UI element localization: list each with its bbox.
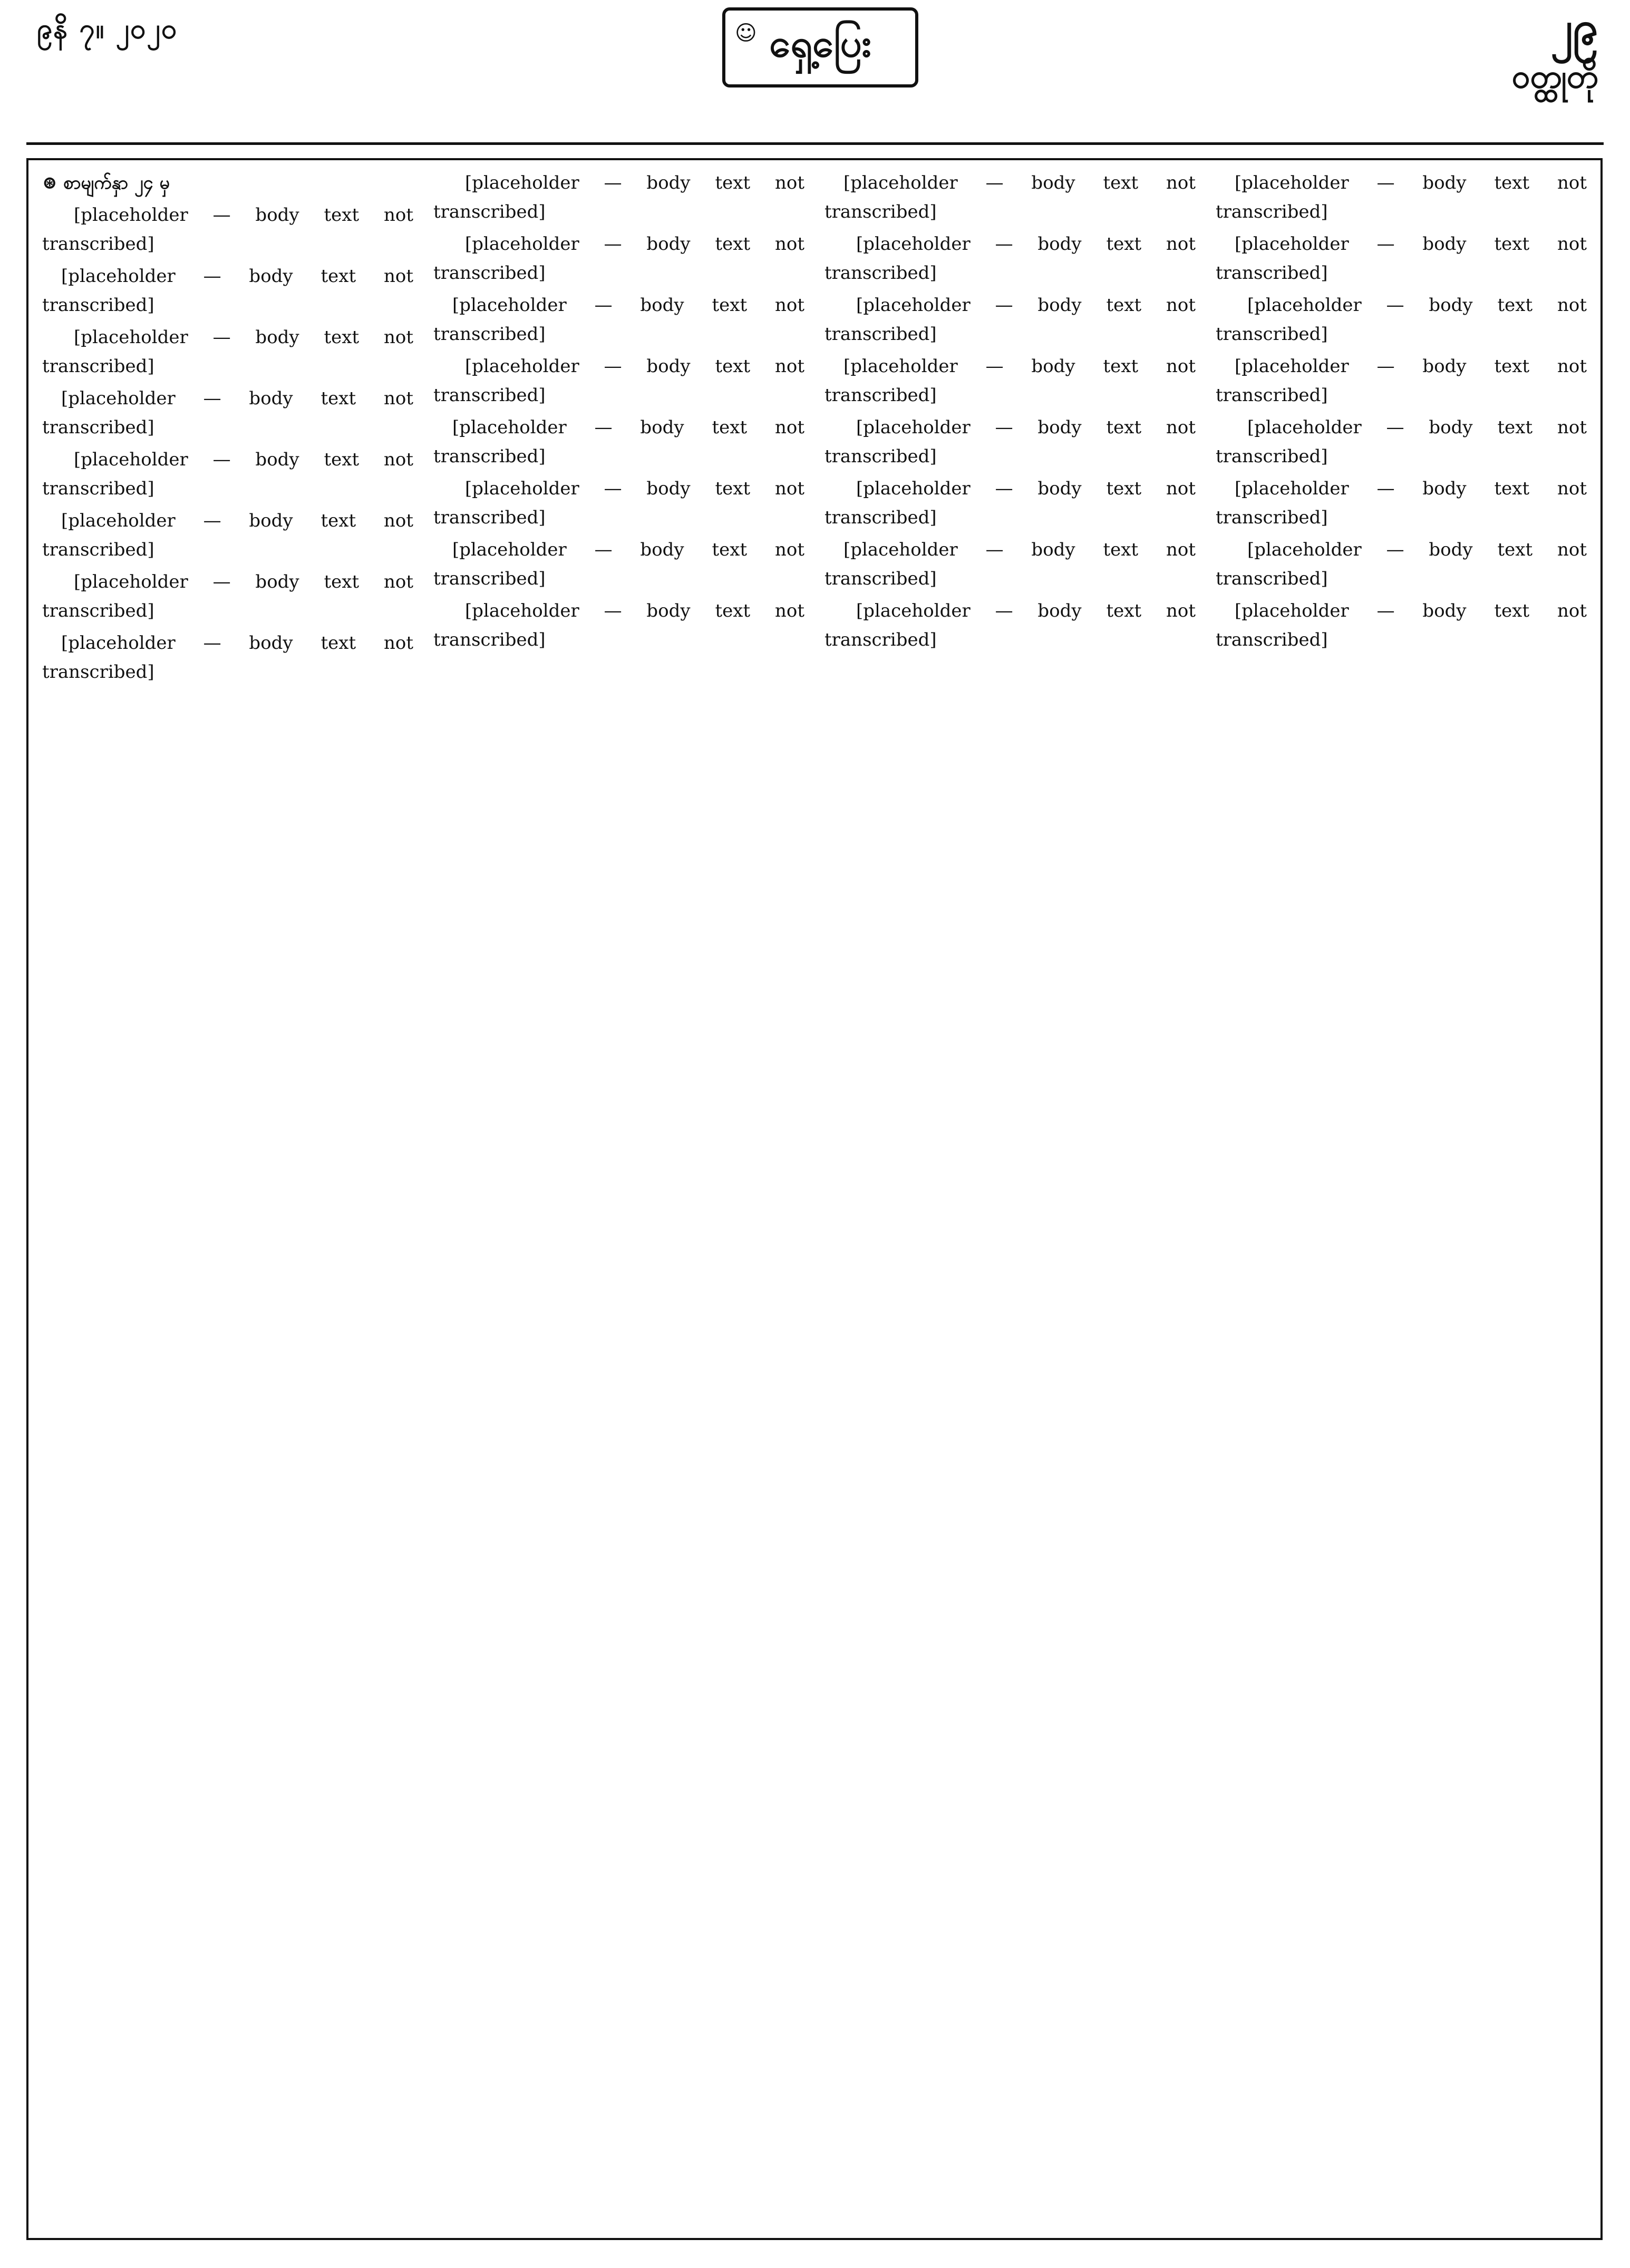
paragraph: [placeholder — body text not transcribed] bbox=[824, 172, 1196, 222]
paragraph: [placeholder — body text not transcribed] bbox=[1216, 295, 1587, 345]
text-column-2 bbox=[433, 169, 804, 2224]
paragraph: [placeholder — body text not transcribed] bbox=[1216, 233, 1587, 284]
paragraph: [placeholder — body text not transcribed] bbox=[824, 417, 1196, 467]
text-column-3 bbox=[824, 169, 1196, 2224]
paragraph: [placeholder — body text not transcribed] bbox=[824, 478, 1196, 528]
paragraph: [placeholder — body text not transcribed] bbox=[433, 172, 804, 222]
paragraph: [placeholder — body text not transcribed] bbox=[1216, 172, 1587, 222]
paragraph: [placeholder — body text not transcribed] bbox=[1216, 600, 1587, 650]
paragraph: [placeholder — body text not transcribed] bbox=[433, 356, 804, 406]
paragraph: [placeholder — body text not transcribed] bbox=[433, 295, 804, 345]
section-title: ဝတ္ထုတို bbox=[1511, 57, 1598, 95]
paragraph: [placeholder — body text not transcribed] bbox=[42, 327, 413, 377]
paragraph: [placeholder — body text not transcribed] bbox=[824, 600, 1196, 650]
paragraph: [placeholder — body text not transcribed] bbox=[824, 295, 1196, 345]
paragraph: [placeholder — body text not transcribed] bbox=[824, 539, 1196, 589]
paragraph: [placeholder — body text not transcribed] bbox=[433, 233, 804, 284]
issue-date: ၉နိ ၇။ ၂၀၂၀ bbox=[37, 13, 178, 45]
paragraph: [placeholder — body text not transcribed] bbox=[42, 571, 413, 621]
text-column-1 bbox=[42, 169, 413, 2224]
continuation-note: ⊛ စာမျက်နှာ ၂၄ မှ bbox=[42, 172, 170, 193]
paragraph: [placeholder — body text not transcribed] bbox=[42, 388, 413, 438]
paragraph: [placeholder — body text not transcribed] bbox=[42, 510, 413, 560]
page-header bbox=[0, 0, 1630, 158]
magazine-logo bbox=[722, 7, 918, 87]
paragraph: [placeholder — body text not transcribed] bbox=[1216, 417, 1587, 467]
article-body bbox=[42, 169, 1587, 2224]
paragraph: [placeholder — body text not transcribed] bbox=[1216, 356, 1587, 406]
header-divider bbox=[26, 142, 1604, 145]
paragraph: [placeholder — body text not transcribed] bbox=[1216, 539, 1587, 589]
folio-block bbox=[1511, 2, 1598, 104]
paragraph: [placeholder — body text not transcribed] bbox=[1216, 478, 1587, 528]
text-column-4 bbox=[1216, 169, 1587, 2224]
paragraph: [placeholder — body text not transcribed] bbox=[42, 449, 413, 499]
page-number: ၂၉ bbox=[1550, 2, 1598, 54]
paragraph: [placeholder — body text not transcribed] bbox=[433, 600, 804, 650]
paragraph: [placeholder — body text not transcribed] bbox=[433, 417, 804, 467]
logo-face-icon: ☺ bbox=[735, 21, 757, 45]
paragraph: [placeholder — body text not transcribed] bbox=[433, 478, 804, 528]
paragraph: [placeholder — body text not transcribed] bbox=[824, 356, 1196, 406]
paragraph: [placeholder — body text not transcribed] bbox=[42, 266, 413, 316]
paragraph: [placeholder — body text not transcribed] bbox=[42, 632, 413, 683]
paragraph: [placeholder — body text not transcribed] bbox=[42, 205, 413, 255]
logo-text: ရှေ့ပြေး bbox=[769, 21, 871, 65]
paragraph: [placeholder — body text not transcribed] bbox=[824, 233, 1196, 284]
paragraph: [placeholder — body text not transcribed] bbox=[433, 539, 804, 589]
